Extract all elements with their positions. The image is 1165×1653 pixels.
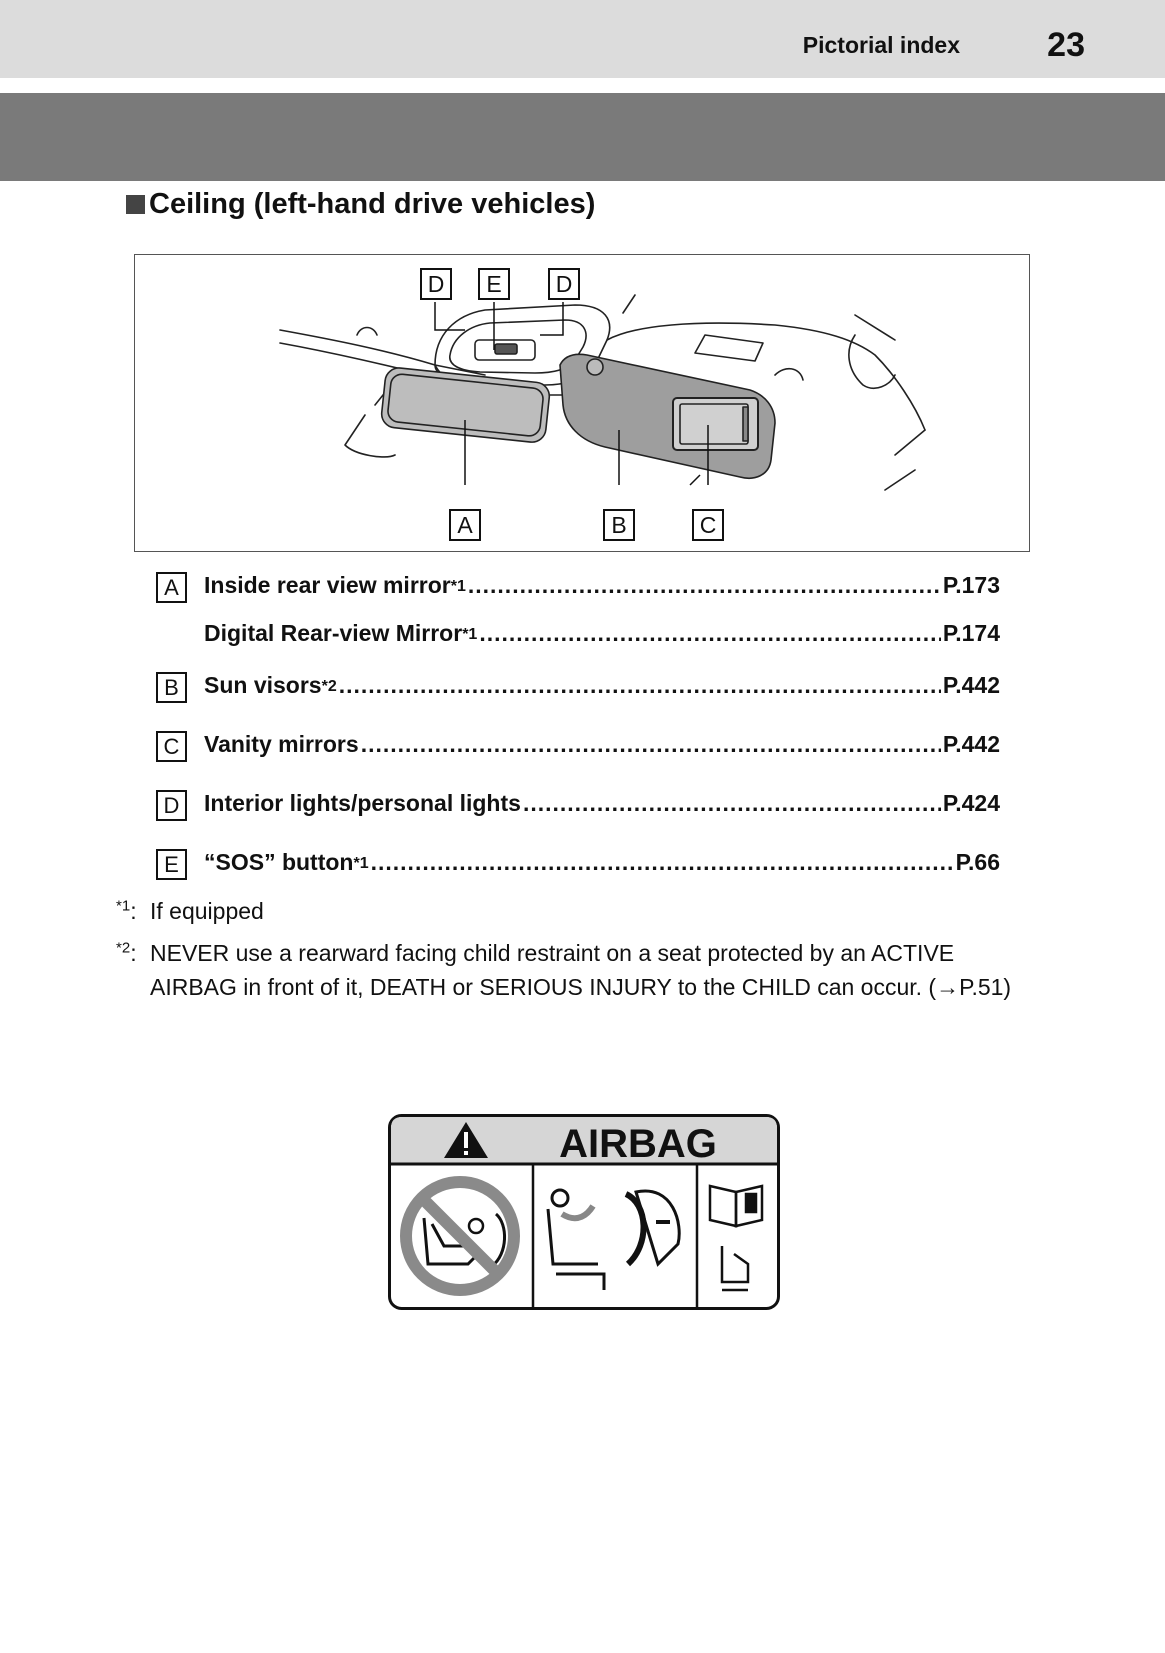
page-number: 23 [1047, 26, 1085, 64]
item-label: Sun visors [204, 672, 322, 698]
index-item-vanity-mirrors [156, 727, 1000, 786]
footnote-2: $^{*2}$: NEVER use a rearward facing child restraint on a seat protected by an ACTIVE AIRBAG in front of it, DEATH or SERIOUS INJURY to the CHILD can occur. (→P.51) [116, 939, 1012, 1000]
leader-dots [371, 849, 954, 876]
item-label: Digital Rear-view Mirror [204, 620, 463, 646]
item-page-link[interactable]: P.442 [942, 731, 1000, 757]
footnote-mark: *1 [116, 897, 131, 915]
callout-c: C [692, 509, 724, 541]
airbag-warning-label [388, 1114, 780, 1310]
index-item-interior-lights [156, 786, 1000, 845]
footnote-text: NEVER use a rearward facing child restraint on a seat protected by an ACTIVE AIRBAG in front of it, DEATH or SERIOUS INJURY to the CHILD can occur. (→P.51) [150, 940, 1012, 1000]
item-tag: E [156, 849, 187, 880]
leader-dots [361, 731, 941, 758]
leader-dots [468, 572, 941, 599]
item-tag: B [156, 672, 187, 703]
airbag-label-graphic [388, 1114, 780, 1310]
footnote-text: If equipped [150, 898, 264, 924]
page-header [0, 0, 1165, 78]
index-item-digital-mirror: Digital Rear-view Mirror $^{*1}$ ..... P.174 [156, 616, 1000, 668]
footnotes [116, 894, 1036, 1004]
callout-d-left: D [420, 268, 452, 300]
item-page-link[interactable]: P.442 [942, 672, 1000, 698]
item-page-link[interactable]: P.174 [942, 620, 1000, 646]
footnote-1: $^{*1}$: If equipped [116, 897, 264, 924]
item-page-link[interactable]: P.424 [942, 790, 1000, 816]
callout-b: B [603, 509, 635, 541]
ceiling-illustration [134, 254, 1030, 552]
footnote-mark: *2 [116, 939, 131, 957]
heading-text: Ceiling (left-hand drive vehicles) [149, 188, 596, 220]
item-tag: D [156, 790, 187, 821]
index-item-sos-button: E “SOS” button $^{*1}$ ..... P.66 [156, 845, 1000, 893]
item-tag: C [156, 731, 187, 762]
callout-e: E [478, 268, 510, 300]
callout-a: A [449, 509, 481, 541]
callout-d-right: D [548, 268, 580, 300]
item-label: Interior lights/personal lights [204, 790, 521, 816]
index-item-sun-visors: B Sun visors $^{*2}$ ..... P.442 [156, 668, 1000, 727]
leader-dots [523, 790, 941, 817]
section-heading [126, 188, 595, 221]
leader-dots [479, 620, 941, 647]
item-page-link[interactable]: P.66 [955, 849, 1000, 875]
ceiling-drawing [135, 255, 1030, 552]
item-tag: A [156, 572, 187, 603]
airbag-label-title: AIRBAG [559, 1122, 717, 1166]
item-label: “SOS” button [204, 849, 354, 875]
heading-square-icon [126, 195, 145, 214]
pictorial-index-list [156, 568, 1000, 893]
section-title: Pictorial index [802, 32, 960, 58]
header-bar [0, 93, 1165, 181]
item-label: Inside rear view mirror [204, 572, 451, 598]
item-label: Vanity mirrors [204, 731, 359, 757]
leader-dots [339, 672, 941, 699]
index-item-inside-mirror: A Inside rear view mirror $^{*1}$ ..... P.173 [156, 568, 1000, 616]
item-page-link[interactable]: P.173 [942, 572, 1000, 598]
